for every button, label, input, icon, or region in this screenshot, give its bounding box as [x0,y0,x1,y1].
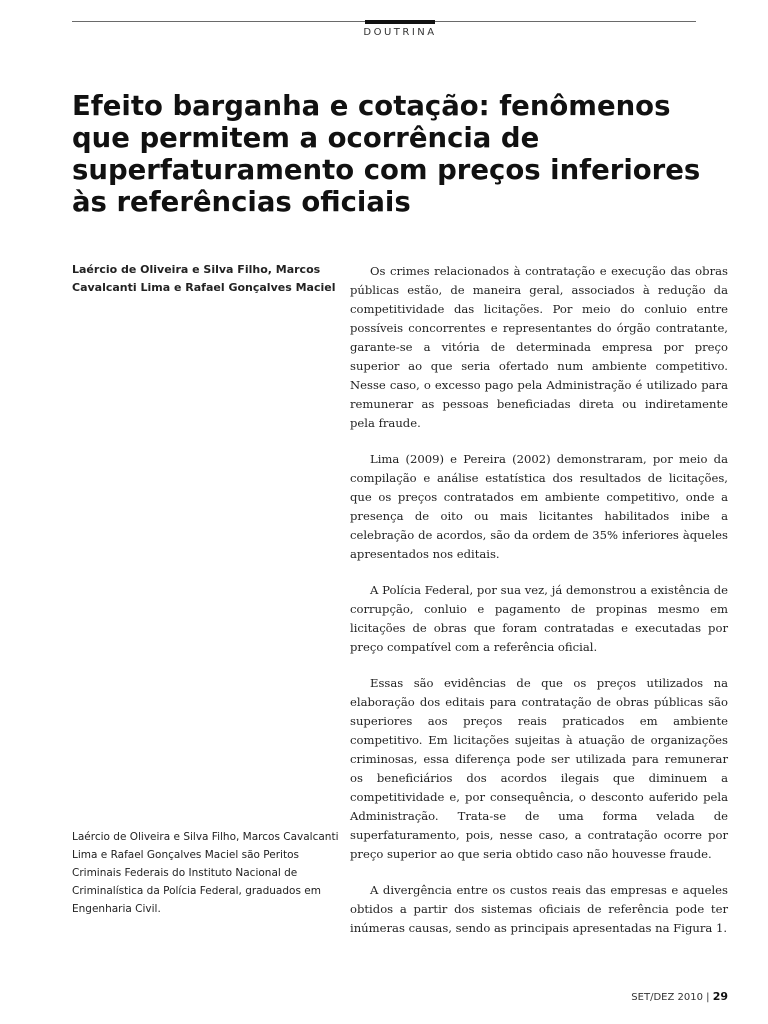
body-paragraph: Lima (2009) e Pereira (2002) demonstraram, por meio da compilação e análise estatística dos resultados de licitações, que os preços contratados em ambiente competitivo, onde a presença de oito ou mais licitantes habilitados inibe a celebração de acordos, são da ordem de 35% inferiores àqueles apresentados nos editais. [350,452,728,561]
body-paragraph: A divergência entre os custos reais das empresas e aqueles obtidos a partir dos sistemas oficiais de referência pode ter inúmeras causas, sendo as principais apresentadas na Figura 1. [350,883,728,935]
body-paragraph: Essas são evidências de que os preços utilizados na elaboração dos editais para contratação de obras públicas são superiores aos preços reais praticados em ambiente competitivo. Em licitações sujeitas à atuação de organizações criminosas, essa diferença pode ser utilizada para remunerar os beneficiários dos acordos ilegais que diminuem a competitividade e, por consequência, o desconto auferido pela Administração. Trata-se de uma forma velada de superfaturamento, pois, nesse caso, a contratação ocorre por preço superior ao que seria obtido caso não houvesse fraude. [350,676,728,861]
author-bio: Laércio de Oliveira e Silva Filho, Marcos Cavalcanti Lima e Rafael Gonçalves Maciel são Peritos Criminais Federais do Instituto Nacional de Criminalística da Polícia Federal, graduados em Engenharia Civil. [72,831,339,915]
page-footer [631,990,728,1003]
page-number: 29 [712,990,728,1003]
body-paragraph: Os crimes relacionados à contratação e execução das obras públicas estão, de maneira geral, associados à redução da competitividade das licitações. Por meio do conluio entre possíveis concorrentes e representantes do órgão contratante, garante-se a vitória de determinada empresa por preço superior ao que seria ofertado num ambiente competitivo. Nesse caso, o excesso pago pela Administração é utilizado para remunerar as pessoas beneficiadas direta ou indiretamente pela fraude. [350,264,728,430]
section-label: DOUTRINA [363,27,437,38]
header-rule-accent [365,20,435,24]
issue-date: SET/DEZ 2010 [631,992,703,1003]
article-title: Efeito barganha e cotação: fenômenos que permitem a ocorrência de superfaturamento com preços inferiores às referências oficiais [72,90,701,218]
footer-separator: | [706,992,710,1003]
article-authors: Laércio de Oliveira e Silva Filho, Marcos Cavalcanti Lima e Rafael Gonçalves Maciel [72,263,336,294]
body-paragraph: A Polícia Federal, por sua vez, já demonstrou a existência de corrupção, conluio e pagamento de propinas mesmo em licitações de obras que foram contratadas e executadas por preço compatível com a referência oficial. [350,583,728,654]
article-body [350,262,728,955]
